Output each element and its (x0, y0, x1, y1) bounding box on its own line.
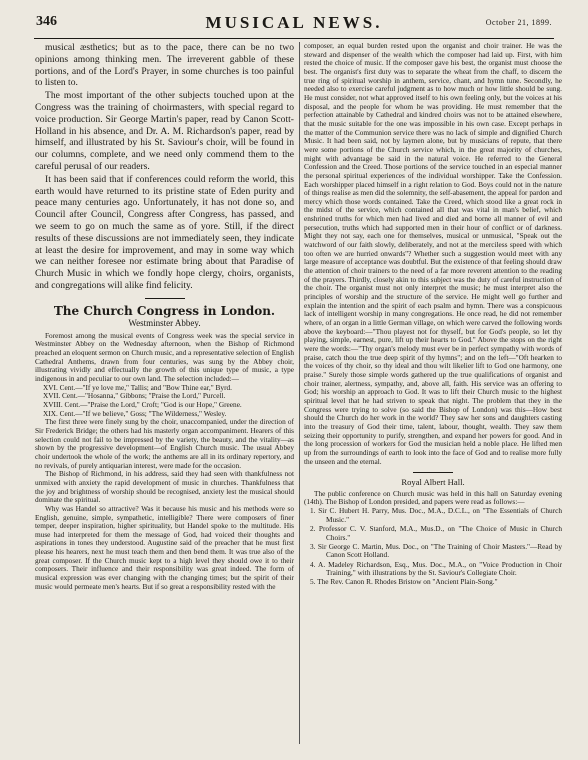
issue-date: October 21, 1899. (485, 18, 552, 27)
page-number: 346 (36, 14, 57, 29)
list-item: XVIII. Cent.—"Praise the Lord," Croft; "God is our Hope," Greene. (43, 399, 242, 409)
page-header (36, 14, 552, 36)
paragraph: Foremost among the musical events of Congress week was the special service in Westminster Abbey on the Wednesday afternoon, when the Bishop of Richmond preached an eloquent sermon on Church music, and a representative selection of English Cathedral Anthems, drawn from four centuries, was sung by the Abbey choir, illustrating vividly and effectually the growth of this unique type of music, a type indigenous in and peculiar to our own land. The selection included:— (35, 330, 294, 384)
list-item: 5. The Rev. Canon R. Rhodes Bristow on "Ancient Plain-Song." (310, 577, 498, 587)
paragraph: The Bishop of Richmond, in his address, said they had seen with thankfulness not unmixed with anxiety the rapid development of music in churches. Thankfulness that the joy and brightness of worship should be recognised, anxiety lest the musical should dominate the spiritual. (35, 469, 294, 505)
column-divider (299, 42, 300, 744)
section-title: Royal Albert Hall. (401, 477, 465, 488)
paragraph: composer, an equal burden rested upon the organist and choir trainer. He was the steward and dispenser of the wealth which the composer had laid up. First, with him rested the choice of music. If the composer gave his best, the organist must choose the best. The organist's first duty was to separate the wheat from the chaff, to discern the true ring of spiritual worship in anthem, service, chant, and hymn tune. Secondly, he needed also to exercise careful judgment as to how much or how little should be sung. He must consider, not what approved itself to his own feeling only, but the voices at his disposal, and the people for whom he was providing. He must remember that the perfection attainable by Cathedral and kindred choirs was not to be attained elsewhere, that the music suitable for the one was impossible in his own case. Except perhaps in the matter of the Communion service there was no lack of simple and dignified Church Music. It had been said, not by laymen alone, but by musicians of repute, that there were some portions of the Church service which, in the great majority of churches, might with advantage be said in the natural voice. He referred to the General Confession and the Creed. Those portions of the service touched in an especial manner the personal spiritual experiences of the individual worshipper. Take the Confession. Each worshipper placed himself in a right relation to God. Boys could not in the nature of things realise as men did the solemnity, the self-abasement, the appeal for pardon and mercy which those words contained. Take the Creed, which stood like a great rock in the midst of the service, which contained all that was vital in man's belief, which enshrined truths for which men had lived and died and borne all manner of evil and persecution, truths which had supported men in their hour of conflict or of darkness. Might they not say, each one for themselves, musical or unmusical, "Speak out the watchword of our faith slowly, deliberately, and not at the merciless speed with which too often we are hurried onwards"? Whether such a suggestion would meet with any large measure of acceptance was doubtful. But the existence of that feeling should draw the attention of choir trainers to the need of a far more reverent attention to the reading of the prayers. Thirdly, closely akin to this subject was the duty of careful instruction of the choir. The organist must not only interpret the music; he must interpret also the principles of worship and the structure of the service. He might well go further and explain the intention and the spirit of each psalm and hymn. There was a conspicuous lack of intelligent worship in many congregations. He once read, he did not remember where, of an organ in a little German village, on which were carved the following words above the keyboard:—"Thou playest not for thyself, but for God's people, so let thy playing, simple, earnest, pure, lift up their hearts to God." Above the stops on the right were the words:—"Thy organ's melody must ever be in perfect sympathy with words of praise, catch thou the true deep spirit of thy hymns"; and on the left—"Oft hearken to the voices of thy choir, so thy ideal and thou wilt likelier lift to God one harmony, one praise." Surely those simple words gathered up the true qualifications of organist and choir trainer, alertness, sympathy, and, above all, faith. His service was an offering to God; his worship an approach to God. It was to lift their Church music to the highest spiritual level that he had striven to speak that night. The problem that they in the Congress were trying to solve (so said the Bishop of London) was this—How best should the Church do her work in the world? They saw her sons and daughters casting into the treasury of God their time, talent, labour, thought, wealth. They saw them seizing their opportunity to purify, strengthen, and expand her powers for good. And in the long procession of workers for God the musician held a noble place. He lifted men up from the surroundings of earth to look into the face of God and to realise more fully the unseen and the eternal. (304, 41, 562, 466)
section-divider (145, 298, 185, 299)
right-column (304, 42, 562, 588)
papers-list (304, 507, 562, 587)
left-column (35, 42, 294, 591)
paragraph: The most important of the other subjects touched upon at the Congress was the training of choirmasters, with special regard to voice production. Sir George Martin's paper, read by Canon Scott-Holland in his absence, and Dr. A. M. Richardson's paper, read by himself, and illustrated by his St. Saviour's choir, will be found in our columns, complete, and we need only commend them to the careful perusal of our readers. (35, 90, 294, 172)
paragraph: musical æsthetics; but as to the pace, there can be no two opinions among thinking men. The irreverent gabble of these portions, and of the Lord's Prayer, in some churches is too painful to listen to. (35, 42, 294, 89)
list-item: 4. A. Madeley Richardson, Esq., Mus. Doc., M.A., on "Voice Production in Choir Training," with illustrations by the St. Saviour's Collegiate Choir. (310, 559, 562, 578)
paragraph: Why was Handel so attractive? Was it because his music and his methods were so English, genuine, simple, sympathetic, intelligible? There were composers of finer temper, deeper inspiration, higher spirituality, but Handel spoke to the multitude. His muse had interpreted for them the message of God, had voiced their thoughts and aspirations in tones they understood. Augustine said of the preacher that he must first please his hearers, next he must teach them and then bend them. It was true also of the great composer. If the Church music kept to a high level they should owe it to their composers. Their influence and their responsibility was great indeed. The form of musical expression was ever changing with the changing times; but the spirit of their music would permeate men's hearts. But if so great a responsibility rested with the (35, 503, 294, 591)
list-item: 2. Professor C. V. Stanford, M.A., Mus.D., on "The Choice of Music in Church Choirs." (310, 523, 562, 542)
list-item: 3. Sir George C. Martin, Mus. Doc., on "The Training of Choir Masters."—Read by Canon Scott Holland. (310, 541, 562, 560)
section-divider (413, 472, 453, 473)
list-item: XVII. Cent.—"Hosanna," Gibbons; "Praise the Lord," Purcell. (43, 391, 226, 401)
editorial-continuation (35, 42, 294, 292)
section-title: The Church Congress in London. (53, 303, 276, 318)
masthead: MUSICAL NEWS. (205, 13, 383, 32)
list-item: XIX. Cent.—"If we believe," Goss; "The Wilderness," Wesley. (43, 408, 227, 418)
paragraph: It has been said that if conferences could reform the world, this earth would have returned to its pristine state of Eden purity and peace many centuries ago. Unfortunately, it has not done so, and Council after Council, Congress after Congress, has passed, and we seem to go on much the same as of yore. Still, if the direct results of these discussions are not immediately seen, they indicate at least the desire for improvement, and may in some way which we can neither foresee nor estimate bring about that Paradise of Church Music in which we fondly hope clergy, choirs, organists, and congregations will alike find felicity. (35, 173, 294, 291)
list-item: XVI. Cent.—"If ye love me," Tallis; and "Bow Thine ear," Byrd. (43, 382, 232, 392)
paragraph: The first three were finely sung by the choir, unaccompanied, under the direction of Sir Frederick Bridge; the others had his masterly organ accompaniment. Hearers of this selection could not fail to be impressed by the variety, the beauty, and the vitality—as shown by the progressive development—of English Church music. The usual Abbey choir undertook the whole of the work; the anthems are all in its ordinary repertory, and no revivals, of purely antiquarian interest, were made for the occasion. (35, 417, 294, 470)
paragraph: The public conference on Church music was held in this hall on Saturday evening (14th). The Bishop of London presided, and papers were read as follows:— (304, 488, 562, 507)
anthem-list (35, 384, 294, 419)
list-item: 1. Sir C. Hubert H. Parry, Mus. Doc., M.A., D.C.L., on "The Essentials of Church Music." (310, 506, 562, 524)
header-rule (34, 38, 554, 39)
section-subtitle: Westminster Abbey. (128, 317, 201, 328)
